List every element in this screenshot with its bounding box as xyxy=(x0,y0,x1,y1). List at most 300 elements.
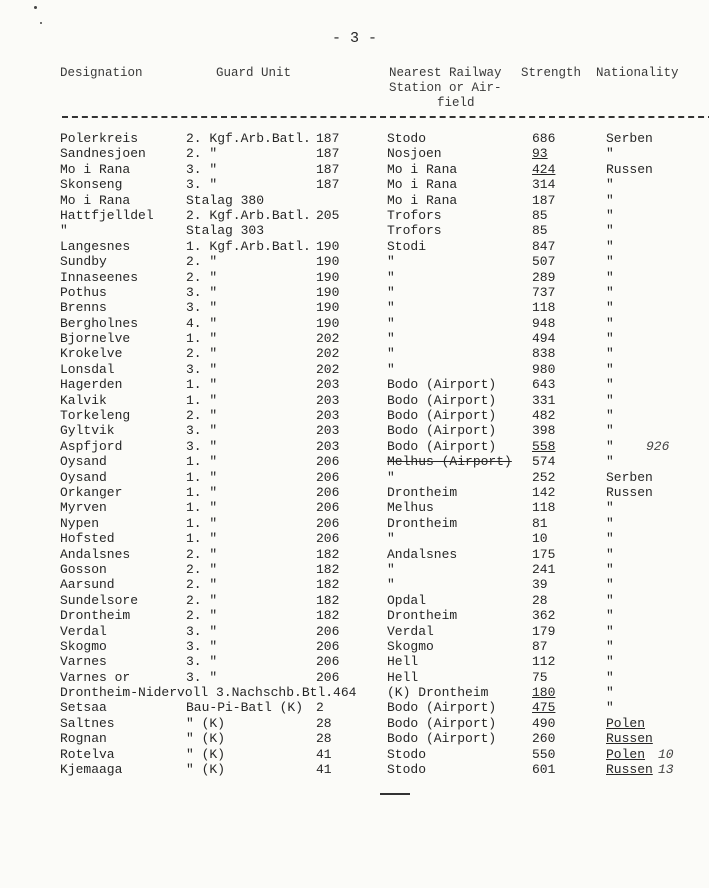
designation-cell: Nypen xyxy=(60,515,100,531)
guard-unit-cell: 2. " xyxy=(186,408,218,424)
table-row xyxy=(0,716,709,731)
nationality-cell: " xyxy=(606,300,614,316)
table-row xyxy=(0,731,709,746)
strength-cell: 424 xyxy=(532,161,556,177)
table-row xyxy=(0,454,709,469)
designation-cell: Drontheim xyxy=(60,608,131,624)
strength-cell: 142 xyxy=(532,484,556,500)
strength-cell: 507 xyxy=(532,254,556,270)
designation-cell: Langesnes xyxy=(60,238,131,254)
guard-unit-cell: 1. " xyxy=(186,377,218,393)
designation-cell: Oysand xyxy=(60,469,107,485)
nationality-cell: " xyxy=(606,223,614,239)
strength-cell: 494 xyxy=(532,331,556,347)
station-cell: Bodo (Airport) xyxy=(387,438,497,454)
strength-cell: 475 xyxy=(532,700,556,716)
strength-cell: 93 xyxy=(532,146,548,162)
strength-cell: 112 xyxy=(532,654,556,670)
designation-cell: Hagerden xyxy=(60,377,123,393)
station-cell: Melhus (Airport) xyxy=(387,454,512,470)
guard-unit-cell: 1. " xyxy=(186,392,218,408)
nationality-cell: Serben xyxy=(606,131,653,146)
guard-unit-cell: Bau-Pi-Batl (K) xyxy=(186,700,304,716)
nationality-cell: " xyxy=(606,207,614,223)
strength-cell: 331 xyxy=(532,392,556,408)
station-cell: Hell xyxy=(387,669,419,685)
guard-unit-cell: 3. " xyxy=(186,654,218,670)
nationality-cell: " xyxy=(606,700,614,716)
strength-cell: 948 xyxy=(532,315,556,331)
designation-cell: Sandnesjoen xyxy=(60,146,146,162)
header-strength: Strength xyxy=(521,66,582,80)
table-row xyxy=(0,331,709,346)
nationality-cell: " xyxy=(606,284,614,300)
nationality-cell: " xyxy=(606,577,614,593)
nationality-cell: Serben xyxy=(606,469,653,485)
table-row xyxy=(0,131,709,146)
station-cell: Stodo xyxy=(387,746,427,762)
battalion-cell: 203 xyxy=(316,438,340,454)
guard-unit-cell: " (K) xyxy=(186,746,226,762)
table-row xyxy=(0,316,709,331)
nationality-cell: " xyxy=(606,238,614,254)
battalion-cell: 28 xyxy=(316,731,332,747)
station-cell: Mo i Rana xyxy=(387,177,458,193)
battalion-cell: 41 xyxy=(316,746,332,762)
strength-cell: 75 xyxy=(532,669,548,685)
table-row xyxy=(0,485,709,500)
battalion-cell: 203 xyxy=(316,377,340,393)
strength-cell: 838 xyxy=(532,346,556,362)
strength-cell: 81 xyxy=(532,515,548,531)
designation-cell: Krokelve xyxy=(60,346,123,362)
table-row xyxy=(0,685,709,700)
page-number: - 3 - xyxy=(332,30,378,47)
guard-unit-cell: 3. " xyxy=(186,161,218,177)
header-guard-unit: Guard Unit xyxy=(216,66,292,80)
designation-cell: Orkanger xyxy=(60,484,123,500)
table-row xyxy=(0,624,709,639)
station-cell: Drontheim xyxy=(387,484,458,500)
station-cell: Stodo xyxy=(387,131,427,146)
guard-unit-cell: 1. Kgf.Arb.Batl. xyxy=(186,238,311,254)
nationality-cell: " xyxy=(606,515,614,531)
nationality-cell: " xyxy=(606,608,614,624)
station-cell: Opdal xyxy=(387,592,427,608)
station-cell: " xyxy=(387,561,395,577)
battalion-cell: 182 xyxy=(316,608,340,624)
battalion-cell: 28 xyxy=(316,715,332,731)
strength-cell: 260 xyxy=(532,731,556,747)
battalion-cell: 190 xyxy=(316,254,340,270)
station-cell: Drontheim xyxy=(387,608,458,624)
station-cell: Stodo xyxy=(387,762,427,778)
strength-cell: 980 xyxy=(532,361,556,377)
station-cell: " xyxy=(387,300,395,316)
strength-cell: 10 xyxy=(532,531,548,547)
battalion-cell: 202 xyxy=(316,346,340,362)
table-row xyxy=(0,146,709,161)
nationality-cell: " xyxy=(606,408,614,424)
strength-cell: 175 xyxy=(532,546,556,562)
battalion-cell: 190 xyxy=(316,269,340,285)
battalion-cell: 206 xyxy=(316,531,340,547)
designation-cell: Innaseenes xyxy=(60,269,139,285)
station-cell: " xyxy=(387,531,395,547)
nationality-cell: Russen xyxy=(606,161,653,177)
strength-cell: 482 xyxy=(532,408,556,424)
designation-cell: Mo i Rana xyxy=(60,192,131,208)
strength-cell: 179 xyxy=(532,623,556,639)
designation-cell: Aspfjord xyxy=(60,438,123,454)
strength-cell: 398 xyxy=(532,423,556,439)
station-cell: Trofors xyxy=(387,207,442,223)
nationality-cell: " xyxy=(606,623,614,639)
guard-unit-cell: 3. " xyxy=(186,423,218,439)
station-cell: " xyxy=(387,269,395,285)
strength-cell: 180 xyxy=(532,685,556,701)
designation-cell: " xyxy=(60,223,68,239)
designation-cell: Gyltvik xyxy=(60,423,115,439)
strength-cell: 847 xyxy=(532,238,556,254)
station-cell: Bodo (Airport) xyxy=(387,377,497,393)
nationality-cell: " xyxy=(606,638,614,654)
designation-cell: Saltnes xyxy=(60,715,115,731)
station-cell: " xyxy=(387,315,395,331)
guard-unit-cell: 4. " xyxy=(186,315,218,331)
battalion-cell: 206 xyxy=(316,669,340,685)
station-cell: Andalsnes xyxy=(387,546,458,562)
designation-cell: Kjemaaga xyxy=(60,762,123,778)
strength-cell: 314 xyxy=(532,177,556,193)
table-row xyxy=(0,346,709,361)
nationality-cell: " xyxy=(606,423,614,439)
strength-cell: 28 xyxy=(532,592,548,608)
designation-cell: Gosson xyxy=(60,561,107,577)
table-row xyxy=(0,747,709,762)
guard-unit-cell: " (K) xyxy=(186,762,226,778)
battalion-cell: 203 xyxy=(316,408,340,424)
station-cell: " xyxy=(387,577,395,593)
strength-cell: 85 xyxy=(532,207,548,223)
guard-unit-cell: 3. " xyxy=(186,623,218,639)
guard-unit-cell: 1. " xyxy=(186,484,218,500)
strength-cell: 550 xyxy=(532,746,556,762)
nationality-cell: " xyxy=(606,438,614,454)
strength-cell: 737 xyxy=(532,284,556,300)
strength-cell: 85 xyxy=(532,223,548,239)
nationality-cell: " xyxy=(606,315,614,331)
battalion-cell: 206 xyxy=(316,515,340,531)
battalion-cell: 190 xyxy=(316,238,340,254)
table-row xyxy=(0,577,709,592)
table-row xyxy=(0,285,709,300)
designation-cell: Kalvik xyxy=(60,392,107,408)
table-row xyxy=(0,362,709,377)
guard-unit-cell: 2. " xyxy=(186,269,218,285)
station-cell: Bodo (Airport) xyxy=(387,700,497,716)
nationality-cell: " xyxy=(606,269,614,285)
strength-cell: 241 xyxy=(532,561,556,577)
guard-unit-cell: 2. Kgf.Arb.Batl. xyxy=(186,131,311,146)
battalion-cell: 41 xyxy=(316,762,332,778)
margin-note-cell: 926 xyxy=(646,438,670,454)
battalion-cell: 206 xyxy=(316,654,340,670)
guard-unit-cell: 3. " xyxy=(186,177,218,193)
table-row xyxy=(0,300,709,315)
table-row xyxy=(0,239,709,254)
station-cell: Verdal xyxy=(387,623,434,639)
guard-unit-cell: 2. " xyxy=(186,546,218,562)
strength-cell: 686 xyxy=(532,131,556,146)
scan-speck xyxy=(34,6,37,9)
battalion-cell: 202 xyxy=(316,361,340,377)
battalion-cell: 190 xyxy=(316,284,340,300)
designation-cell: Varnes or xyxy=(60,669,131,685)
strength-cell: 39 xyxy=(532,577,548,593)
battalion-cell: 2 xyxy=(316,700,324,716)
guard-unit-cell: 3. " xyxy=(186,638,218,654)
strength-cell: 362 xyxy=(532,608,556,624)
table-row xyxy=(0,377,709,392)
table-row xyxy=(0,223,709,238)
station-cell: " xyxy=(387,361,395,377)
table-row xyxy=(0,393,709,408)
table-row xyxy=(0,593,709,608)
guard-unit-cell: 1. " xyxy=(186,469,218,485)
station-cell: " xyxy=(387,284,395,300)
nationality-cell: " xyxy=(606,177,614,193)
station-cell: " xyxy=(387,254,395,270)
strength-cell: 574 xyxy=(532,454,556,470)
designation-cell: Myrven xyxy=(60,500,107,516)
nationality-cell: Russen xyxy=(606,731,653,747)
station-cell: " xyxy=(387,346,395,362)
designation-cell: Sundby xyxy=(60,254,107,270)
table-row xyxy=(0,670,709,685)
table-row xyxy=(0,500,709,515)
battalion-cell: 190 xyxy=(316,315,340,331)
header-nationality: Nationality xyxy=(596,66,679,80)
nationality-cell: " xyxy=(606,346,614,362)
table-row xyxy=(0,531,709,546)
battalion-cell: 206 xyxy=(316,500,340,516)
battalion-cell: 187 xyxy=(316,177,340,193)
nationality-cell: " xyxy=(606,669,614,685)
designation-cell: Drontheim-Nidervoll 3.Nachschb.Btl.464 xyxy=(60,685,357,701)
battalion-cell: 182 xyxy=(316,546,340,562)
nationality-cell: " xyxy=(606,561,614,577)
table-row xyxy=(0,562,709,577)
station-cell: Mo i Rana xyxy=(387,192,458,208)
table-row xyxy=(0,547,709,562)
battalion-cell: 202 xyxy=(316,331,340,347)
guard-unit-cell: 2. " xyxy=(186,577,218,593)
guard-unit-cell: Stalag 380 xyxy=(186,192,265,208)
designation-cell: Hofsted xyxy=(60,531,115,547)
battalion-cell: 206 xyxy=(316,484,340,500)
guard-unit-cell: 3. " xyxy=(186,438,218,454)
strength-cell: 118 xyxy=(532,300,556,316)
battalion-cell: 206 xyxy=(316,454,340,470)
guard-unit-cell: 1. " xyxy=(186,331,218,347)
strength-cell: 601 xyxy=(532,762,556,778)
table-row xyxy=(0,177,709,192)
strength-cell: 490 xyxy=(532,715,556,731)
battalion-cell: 182 xyxy=(316,561,340,577)
designation-cell: Andalsnes xyxy=(60,546,131,562)
battalion-cell: 187 xyxy=(316,131,340,146)
station-cell: Bodo (Airport) xyxy=(387,408,497,424)
battalion-cell: 190 xyxy=(316,300,340,316)
guard-unit-cell: 1. " xyxy=(186,454,218,470)
guard-unit-cell: 2. " xyxy=(186,608,218,624)
designation-cell: Rognan xyxy=(60,731,107,747)
table-row xyxy=(0,654,709,669)
guard-unit-cell: 1. " xyxy=(186,500,218,516)
battalion-cell: 206 xyxy=(316,469,340,485)
designation-cell: Polerkreis xyxy=(60,131,139,146)
nationality-cell: Russen xyxy=(606,484,653,500)
nationality-cell: Russen xyxy=(606,762,653,778)
designation-cell: Mo i Rana xyxy=(60,161,131,177)
guard-unit-cell: 2. " xyxy=(186,592,218,608)
header-designation: Designation xyxy=(60,66,143,80)
nationality-cell: " xyxy=(606,654,614,670)
guard-unit-cell: 1. " xyxy=(186,515,218,531)
station-cell: Drontheim xyxy=(387,515,458,531)
designation-cell: Oysand xyxy=(60,454,107,470)
guard-unit-cell: " (K) xyxy=(186,715,226,731)
table-row xyxy=(0,208,709,223)
station-cell: (K) Drontheim xyxy=(387,685,489,701)
station-cell: Melhus xyxy=(387,500,434,516)
table-row xyxy=(0,270,709,285)
margin-note-cell: 13 xyxy=(658,762,674,778)
designation-cell: Pothus xyxy=(60,284,107,300)
guard-unit-cell: 2. " xyxy=(186,146,218,162)
battalion-cell: 203 xyxy=(316,392,340,408)
nationality-cell: " xyxy=(606,454,614,470)
station-cell: Mo i Rana xyxy=(387,161,458,177)
battalion-cell: 187 xyxy=(316,146,340,162)
battalion-cell: 187 xyxy=(316,161,340,177)
table-row xyxy=(0,516,709,531)
end-mark xyxy=(380,793,410,795)
guard-unit-cell: " (K) xyxy=(186,731,226,747)
nationality-cell: " xyxy=(606,531,614,547)
strength-cell: 558 xyxy=(532,438,556,454)
station-cell: Bodo (Airport) xyxy=(387,715,497,731)
guard-unit-cell: 2. " xyxy=(186,254,218,270)
nationality-cell: " xyxy=(606,546,614,562)
designation-cell: Skonseng xyxy=(60,177,123,193)
table-row xyxy=(0,639,709,654)
table-row xyxy=(0,608,709,623)
guard-unit-cell: 2. " xyxy=(186,346,218,362)
station-cell: Hell xyxy=(387,654,419,670)
designation-cell: Setsaa xyxy=(60,700,107,716)
battalion-cell: 205 xyxy=(316,207,340,223)
designation-cell: Skogmo xyxy=(60,638,107,654)
designation-cell: Sundelsore xyxy=(60,592,139,608)
nationality-cell: Polen xyxy=(606,715,646,731)
station-cell: Trofors xyxy=(387,223,442,239)
guard-unit-cell: 2. " xyxy=(186,561,218,577)
battalion-cell: 182 xyxy=(316,592,340,608)
strength-cell: 643 xyxy=(532,377,556,393)
nationality-cell: " xyxy=(606,146,614,162)
designation-cell: Torkeleng xyxy=(60,408,131,424)
station-cell: " xyxy=(387,331,395,347)
strength-cell: 118 xyxy=(532,500,556,516)
nationality-cell: " xyxy=(606,377,614,393)
guard-unit-cell: 2. Kgf.Arb.Batl. xyxy=(186,207,311,223)
station-cell: Bodo (Airport) xyxy=(387,423,497,439)
table-row xyxy=(0,162,709,177)
station-cell: Stodi xyxy=(387,238,427,254)
battalion-cell: 206 xyxy=(316,623,340,639)
nationality-cell: " xyxy=(606,254,614,270)
table-body xyxy=(0,131,709,777)
designation-cell: Varnes xyxy=(60,654,107,670)
header-station-line-3: field xyxy=(437,96,475,110)
station-cell: Skogmo xyxy=(387,638,434,654)
station-cell: " xyxy=(387,469,395,485)
designation-cell: Bergholnes xyxy=(60,315,139,331)
table-row xyxy=(0,423,709,438)
header-station-line-1: Nearest Railway xyxy=(389,66,502,80)
table-row xyxy=(0,193,709,208)
nationality-cell: " xyxy=(606,685,614,701)
station-cell: Bodo (Airport) xyxy=(387,392,497,408)
strength-cell: 252 xyxy=(532,469,556,485)
station-cell: Bodo (Airport) xyxy=(387,731,497,747)
table-row xyxy=(0,700,709,715)
scan-speck xyxy=(40,22,42,24)
table-row xyxy=(0,470,709,485)
battalion-cell: 203 xyxy=(316,423,340,439)
table-row xyxy=(0,762,709,777)
strength-cell: 289 xyxy=(532,269,556,285)
margin-note-cell: 10 xyxy=(658,746,674,762)
designation-cell: Rotelva xyxy=(60,746,115,762)
nationality-cell: " xyxy=(606,192,614,208)
header-station-line-2: Station or Air- xyxy=(389,81,502,95)
designation-cell: Aarsund xyxy=(60,577,115,593)
designation-cell: Brenns xyxy=(60,300,107,316)
strength-cell: 187 xyxy=(532,192,556,208)
table-row xyxy=(0,408,709,423)
designation-cell: Hattfjelldel xyxy=(60,207,154,223)
nationality-cell: " xyxy=(606,392,614,408)
guard-unit-cell: 1. " xyxy=(186,531,218,547)
nationality-cell: " xyxy=(606,361,614,377)
station-cell: Nosjoen xyxy=(387,146,442,162)
nationality-cell: " xyxy=(606,592,614,608)
guard-unit-cell: 3. " xyxy=(186,669,218,685)
guard-unit-cell: 3. " xyxy=(186,300,218,316)
header-divider xyxy=(62,116,709,118)
battalion-cell: 182 xyxy=(316,577,340,593)
table-row xyxy=(0,254,709,269)
designation-cell: Verdal xyxy=(60,623,107,639)
nationality-cell: " xyxy=(606,500,614,516)
battalion-cell: 206 xyxy=(316,638,340,654)
guard-unit-cell: 3. " xyxy=(186,284,218,300)
guard-unit-cell: Stalag 303 xyxy=(186,223,265,239)
nationality-cell: Polen xyxy=(606,746,646,762)
